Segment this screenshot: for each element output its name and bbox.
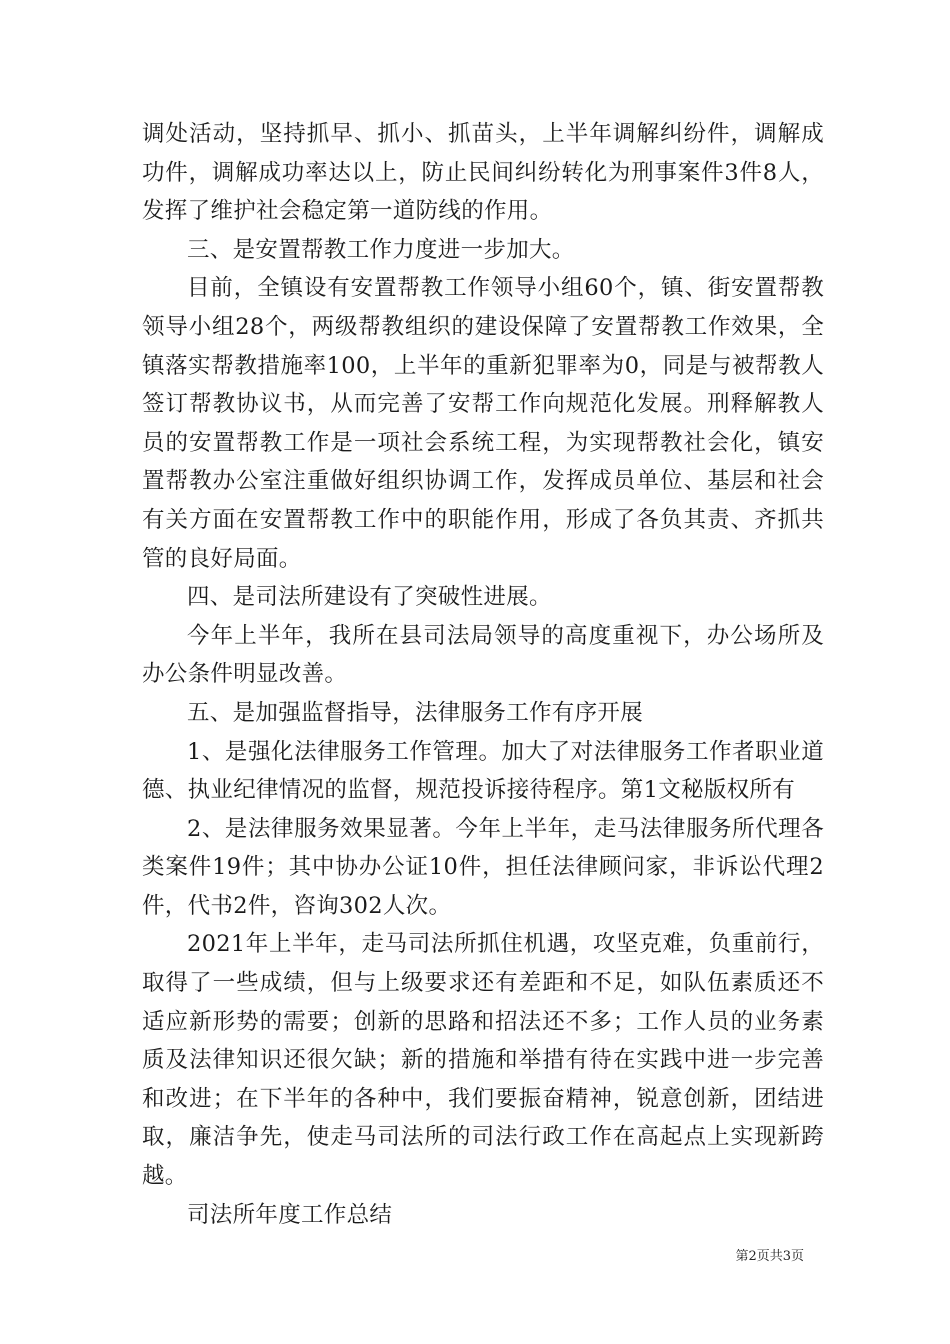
section-heading-3: 三、是安置帮教工作力度进一步加大。 <box>187 236 575 263</box>
closing-title: 司法所年度工作总结 <box>187 1201 393 1228</box>
paragraph-8: 2、是法律服务效果显著。今年上半年，走马法律服务所代理各类案件19件；其中协办公证10件，担任法律顾问家，非诉讼代理2件，代书2件，咨询302人次。 <box>142 815 824 919</box>
paragraph-3: 目前，全镇设有安置帮教工作领导小组60个，镇、街安置帮教领导小组28个，两级帮教组织的建设保障了安置帮教工作效果，全镇落实帮教措施率100，上半年的重新犯罪率为0，同是与被帮教人签订帮教协议书，从而完善了安帮工作向规范化发展。刑释解教人员的安置帮教工作是一项社会系统工程，为实现帮教社会化，镇安置帮教办公室注重做好组织协调工作，发挥成员单位、基层和社会有关方面在安置帮教工作中的职能作用，形成了各负其责、齐抓共管的良好局面。 <box>142 275 824 572</box>
document-body <box>142 115 824 1234</box>
page-number: 第2页共3页 <box>735 1249 804 1264</box>
section-heading-4: 四、是司法所建设有了突破性进展。 <box>187 584 552 611</box>
paragraph-1: 调处活动，坚持抓早、抓小、抓苗头，上半年调解纠纷件，调解成功件，调解成功率达以上，防止民间纠纷转化为刑事案件3件8人，发挥了维护社会稳定第一道防线的作用。 <box>142 121 824 225</box>
section-heading-5: 五、是加强监督指导，法律服务工作有序开展 <box>187 699 644 726</box>
paragraph-9: 2021年上半年，走马司法所抓住机遇，攻坚克难，负重前行，取得了一些成绩，但与上级要求还有差距和不足，如队伍素质还不适应新形势的需要；创新的思路和招法还不多；工作人员的业务素质及法律知识还很欠缺；新的措施和举措有待在实践中进一步完善和改进；在下半年的各种中，我们要振奋精神，锐意创新，团结进取，廉洁争先，使走马司法所的司法行政工作在高起点上实现新跨越。 <box>142 931 824 1190</box>
paragraph-7: 1、是强化法律服务工作管理。加大了对法律服务工作者职业道德、执业纪律情况的监督，规范投诉接待程序。第1文秘版权所有 <box>142 738 824 804</box>
paragraph-5: 今年上半年，我所在县司法局领导的高度重视下，办公场所及办公条件明显改善。 <box>142 622 824 688</box>
